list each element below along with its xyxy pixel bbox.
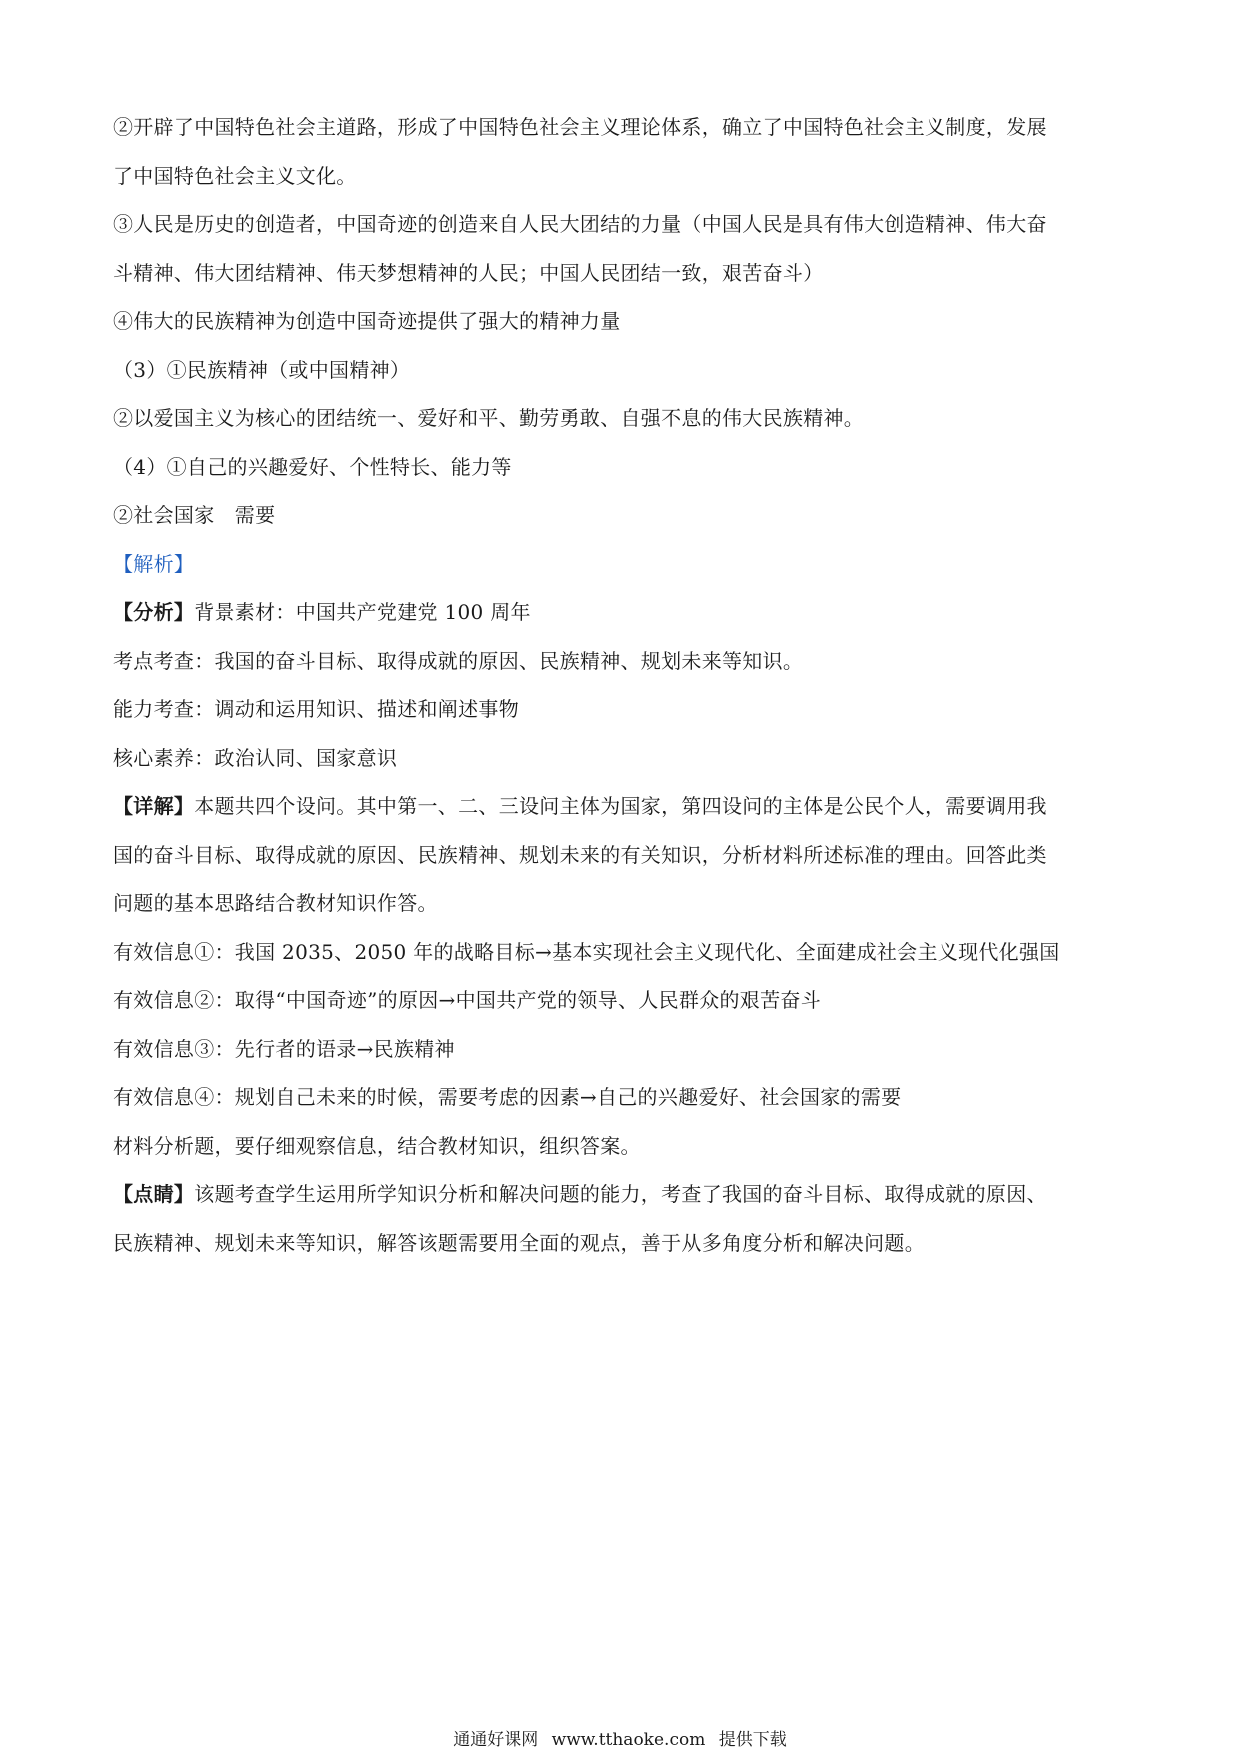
answer-line: ②以爱国主义为核心的团结统一、爱好和平、勤劳勇敢、自强不息的伟大民族精神。 [113, 406, 865, 430]
analysis-kaodian: 考点考查：我国的奋斗目标、取得成就的原因、民族精神、规划未来等知识。 [113, 648, 804, 673]
answer-line: ④伟大的民族精神为创造中国奇迹提供了强大的精神力量 [113, 309, 621, 333]
analysis-heading: 【解析】 [113, 551, 195, 576]
document-body [113, 103, 1133, 1267]
answer-line: 了中国特色社会主义文化。 [113, 163, 357, 188]
xiangjie-tag: 【详解】 [113, 794, 195, 818]
analysis-nengli: 能力考查：调动和运用知识、描述和阐述事物 [113, 697, 519, 721]
info-line: 有效信息①：我国 2035、2050 年的战略目标→基本实现社会主义现代化、全面建成社会主义现代化强国 [113, 939, 1060, 964]
answer-line: ③人民是历史的创造者，中国奇迹的创造来自人民大团结的力量（中国人民是具有伟大创造精神、伟大奋 [113, 212, 1047, 236]
xiangjie-line1: 本题共四个设问。其中第一、二、三设问主体为国家，第四设问的主体是公民个人，需要调用我 [194, 794, 1047, 818]
page-footer [0, 1729, 1240, 1751]
xiangjie-line3: 问题的基本思路结合教材知识作答。 [113, 891, 438, 915]
info-line: 有效信息④：规划自己未来的时候，需要考虑的因素→自己的兴趣爱好、社会国家的需要 [113, 1085, 902, 1109]
info-line: 有效信息③：先行者的语录→民族精神 [113, 1036, 455, 1061]
xiangjie-line2: 国的奋斗目标、取得成就的原因、民族精神、规划未来的有关知识，分析材料所述标准的理由。回答此类 [113, 842, 1047, 867]
analysis-suyang: 核心素养：政治认同、国家意识 [113, 745, 398, 770]
analysis-xiangjie [113, 782, 1133, 831]
footer-site-name: 通通好课网 [453, 1730, 539, 1750]
fenxi-text: 背景素材：中国共产党建党 100 周年 [194, 600, 531, 624]
answer-line: 斗精神、伟大团结精神、伟天梦想精神的人民；中国人民团结一致，艰苦奋斗） [113, 260, 824, 285]
footer-suffix: 提供下载 [718, 1730, 787, 1750]
info-line: 有效信息②：取得“中国奇迹”的原因→中国共产党的领导、人民群众的艰苦奋斗 [113, 988, 822, 1012]
answer-line: ②社会国家 需要 [113, 503, 276, 527]
analysis-dianjing [113, 1170, 1133, 1219]
answer-line: （4）①自己的兴趣爱好、个性特长、能力等 [113, 454, 512, 479]
analysis-fenxi [113, 588, 1133, 637]
footer-url: www.tthaoke.com [551, 1730, 706, 1750]
fenxi-tag: 【分析】 [113, 600, 195, 624]
answer-line: ②开辟了中国特色社会主道路，形成了中国特色社会主义理论体系，确立了中国特色社会主义制度，发展 [113, 115, 1047, 139]
dianjing-line1: 该题考查学生运用所学知识分析和解决问题的能力，考查了我国的奋斗目标、取得成就的原因、 [194, 1182, 1047, 1206]
dianjing-tag: 【点睛】 [113, 1182, 195, 1206]
answer-line: （3）①民族精神（或中国精神） [113, 357, 411, 382]
method-line: 材料分析题，要仔细观察信息，结合教材知识，组织答案。 [113, 1133, 641, 1158]
dianjing-line2: 民族精神、规划未来等知识，解答该题需要用全面的观点，善于从多角度分析和解决问题。 [113, 1230, 925, 1255]
